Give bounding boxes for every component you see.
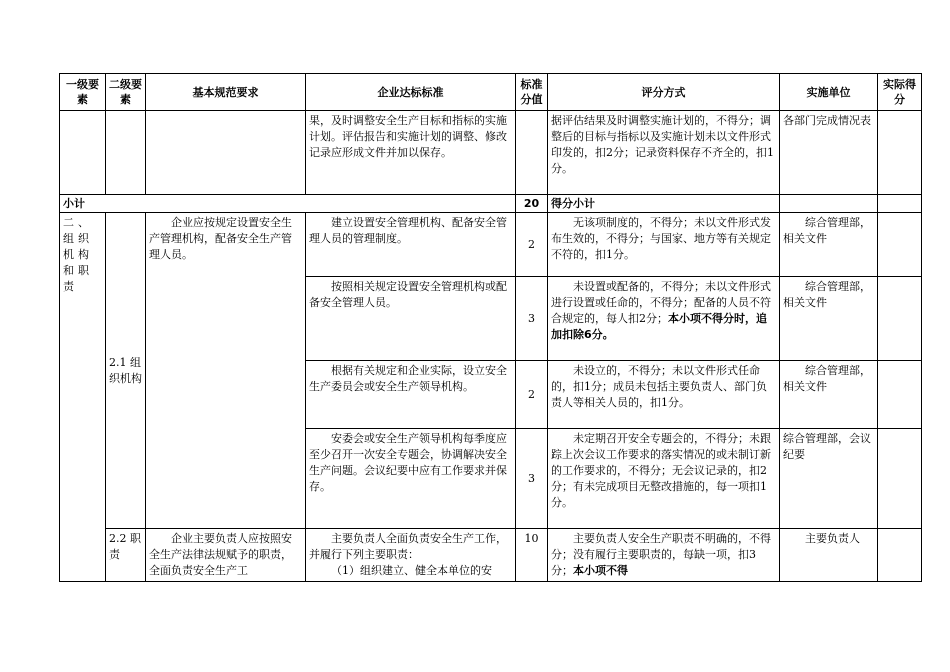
unit-cell: 综合管理部，相关文件 xyxy=(780,361,878,429)
standard-cell: 建立设置安全管理机构、配备安全管理人员的管理制度。 xyxy=(306,213,516,277)
standard-cell: 按照相关规定设置安全管理机构或配备安全管理人员。 xyxy=(306,277,516,361)
unit-cell: 综合管理部，相关文件 xyxy=(780,277,878,361)
requirement-org-cell: 企业应按规定设置安全生产管理机构，配备安全生产管理人员。 xyxy=(146,213,306,529)
header-level2: 二级要素 xyxy=(106,74,146,111)
subtotal-row xyxy=(60,195,922,213)
header-unit: 实施单位 xyxy=(780,74,878,111)
score-cell: 2 xyxy=(516,213,548,277)
unit-cell: 主要负责人 xyxy=(780,529,878,582)
standard-cell: 果，及时调整安全生产目标和指标的实施计划。评估报告和实施计划的调整、修改记录应形成文件并加以保存。 xyxy=(306,111,516,195)
score-cell: 3 xyxy=(516,277,548,361)
header-level1: 一级要素 xyxy=(60,74,106,111)
header-standard: 企业达标标准 xyxy=(306,74,516,111)
subtotal-label: 小计 xyxy=(60,195,516,213)
unit-cell: 综合管理部，相关文件 xyxy=(780,213,878,277)
level2-org-cell: 2.1 组织机构 xyxy=(106,213,146,529)
scoring-cell: 未定期召开安全专题会的，不得分；未跟踪上次会议工作要求的落实情况的或未制订新的工作要求的，不得分；无会议记录的，扣2分；有未完成项目无整改措施的，每一项扣1分。 xyxy=(548,429,780,529)
subtotal-scoring-label: 得分小计 xyxy=(548,195,780,213)
unit-cell: 各部门完成情况表 xyxy=(780,111,878,195)
requirement-duty-cell: 企业主要负责人应按照安全生产法律法规赋予的职责，全面负责安全生产工 xyxy=(146,529,306,582)
scoring-cell: 据评估结果及时调整实施计划的，不得分；调整后的目标与指标以及实施计划未以文件形式印发的，扣2分；记录资料保存不齐全的，扣1分。 xyxy=(548,111,780,195)
header-requirement: 基本规范要求 xyxy=(146,74,306,111)
header-actual-score: 实际得分 xyxy=(878,74,922,111)
table-row xyxy=(60,213,922,277)
table-row xyxy=(60,529,922,582)
level1-cell: 二、组织机构和职责 xyxy=(60,213,106,582)
score-cell: 2 xyxy=(516,361,548,429)
standards-table xyxy=(59,73,922,582)
standard-line: 主要负责人全面负责安全生产工作，并履行下列主要职责： xyxy=(309,532,507,561)
standard-cell: 安委会或安全生产领导机构每季度应至少召开一次安全专题会，协调解决安全生产问题。会议纪要中应有工作要求并保存。 xyxy=(306,429,516,529)
standard-cell: 根据有关规定和企业实际，设立安全生产委员会或安全生产领导机构。 xyxy=(306,361,516,429)
header-score: 标准分值 xyxy=(516,74,548,111)
level2-duty-cell: 2.2 职责 xyxy=(106,529,146,582)
standard-cell xyxy=(306,529,516,582)
score-cell: 10 xyxy=(516,529,548,582)
scoring-cell: 主要负责人安全生产职责不明确的，不得分；没有履行主要职责的，每缺一项，扣3分；本小项不得 xyxy=(548,529,780,582)
subtotal-score: 20 xyxy=(516,195,548,213)
header-row xyxy=(60,74,922,111)
score-cell: 3 xyxy=(516,429,548,529)
table-row-continued xyxy=(60,111,922,195)
header-scoring-method: 评分方式 xyxy=(548,74,780,111)
standard-line: （1）组织建立、健全本单位的安 xyxy=(331,564,492,577)
scoring-cell: 未设置或配备的，不得分；未以文件形式进行设置或任命的，不得分；配备的人员不符合规定的，每人扣2分；本小项不得分时，追加扣除6分。 xyxy=(548,277,780,361)
scoring-cell: 未设立的，不得分；未以文件形式任命的，扣1分；成员未包括主要负责人、部门负责人等相关人员的，扣1分。 xyxy=(548,361,780,429)
unit-cell: 综合管理部，会议纪要 xyxy=(780,429,878,529)
scoring-cell: 无该项制度的，不得分；未以文件形式发布生效的，不得分；与国家、地方等有关规定不符的，扣1分。 xyxy=(548,213,780,277)
